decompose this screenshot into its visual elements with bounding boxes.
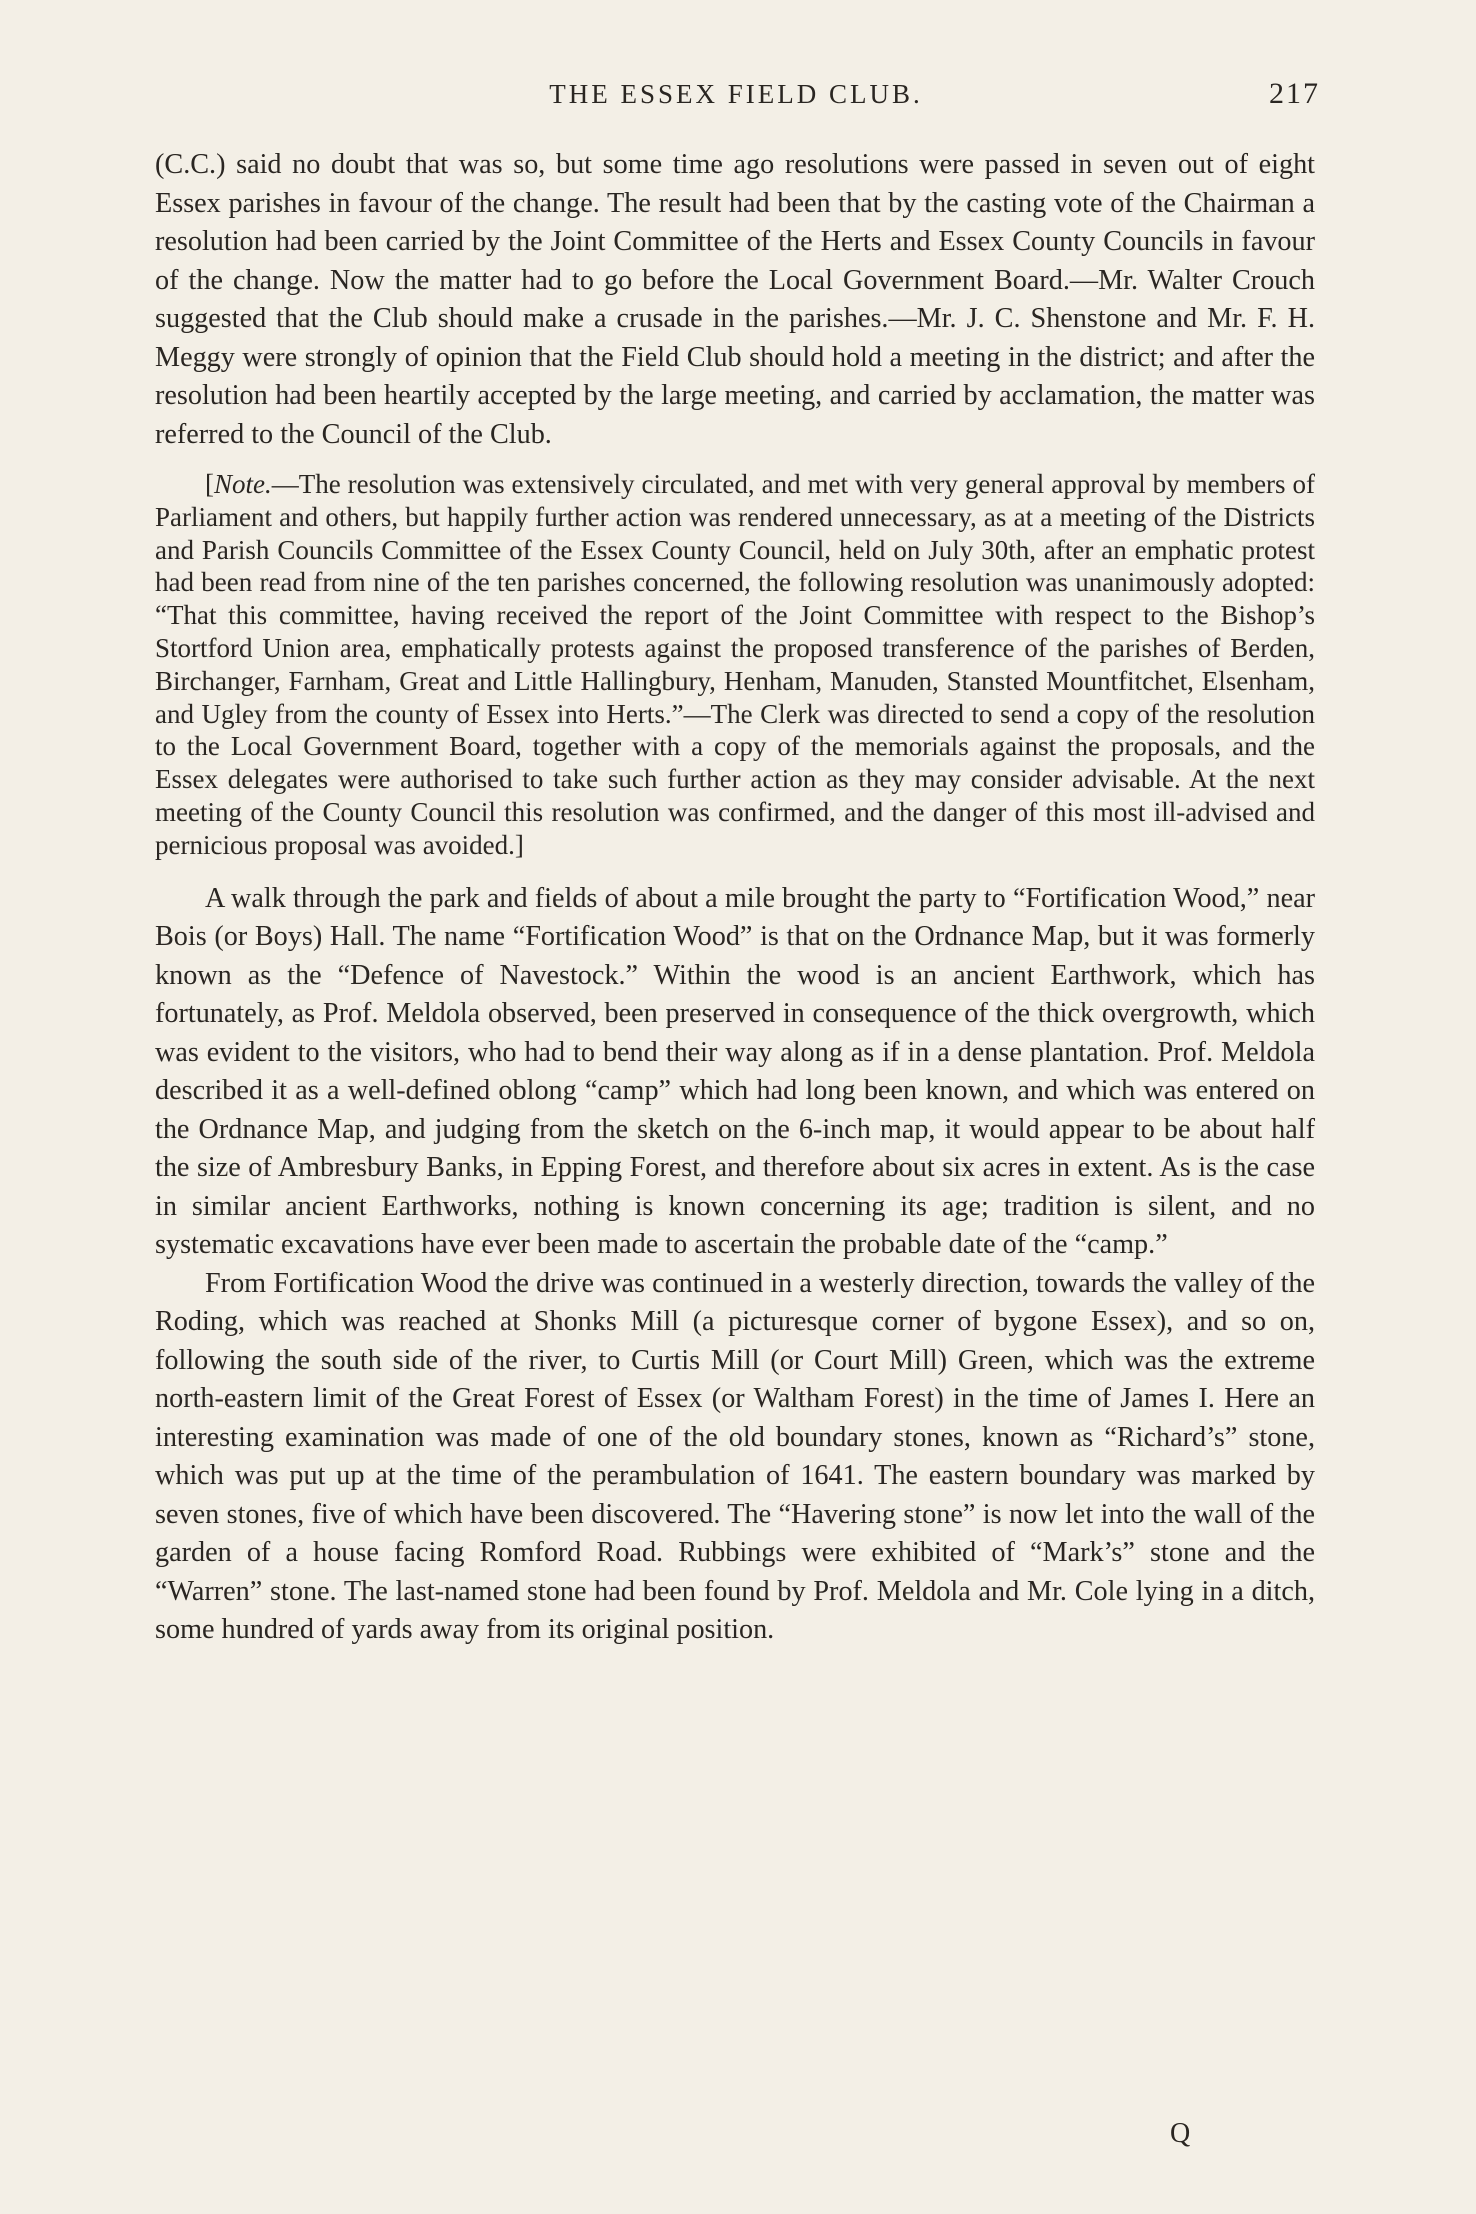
note-body: —The resolution was extensively circulated, and met with very general approval by members of Parliament and others, but happily further action was rendered unnecessary, as at a meeting of the Districts and Parish Councils Committee of the Essex County Council, held on July 30th, after an emphatic protest had been read from nine of the ten parishes concerned, the following resolution was unanimously adopted: “That this committee, having received the report of the Joint Committee with respect to the Bishop’s Stortford Union area, emphatically protests against the proposed transference of the parishes of Berden, Birchanger, Farnham, Great and Little Hallingbury, Henham, Manuden, Stansted Mountfitchet, Elsenham, and Ugley from the county of Essex into Herts.”—The Clerk was directed to send a copy of the resolution to the Local Government Board, together with a copy of the memorials against the proposals, and the Essex delegates were authorised to take such further action as they may consider advisable. At the next meeting of the County Council this resolution was confirmed, and the danger of this most ill-advised and pernicious proposal was avoided.] bbox=[155, 469, 1315, 860]
running-title: THE ESSEX FIELD CLUB. bbox=[549, 79, 923, 109]
paragraph-walk: A walk through the park and fields of about a mile brought the party to “Fortification Wood,” near Bois (or Boys) Hall. The name “Fortification Wood” is that on the Ordnance Map, but it was formerly known as the “Defence of Navestock.” Within the wood is an ancient Earthwork, which has fortunately, as Prof. Meldola observed, been preserved in consequence of the thick overgrowth, which was evident to the visitors, who had to bend their way along as if in a dense plantation. Prof. Meldola described it as a well-defined oblong “camp” which had long been known, and which was entered on the Ordnance Map, and judging from the sketch on the 6-inch map, it would appear to be about half the size of Ambresbury Banks, in Epping Forest, and therefore about six acres in extent. As is the case in similar ancient Earthworks, nothing is known concerning its age; tradition is silent, and no systematic excavations have ever been made to ascertain the probable date of the “camp.” bbox=[155, 882, 1315, 1261]
page-number: 217 bbox=[1269, 77, 1320, 110]
note-label: Note. bbox=[214, 469, 272, 499]
body-text bbox=[155, 146, 1315, 1650]
note-bracket: [ bbox=[205, 469, 214, 499]
running-header bbox=[152, 72, 1320, 116]
paragraph-continued: (C.C.) said no doubt that was so, but some time ago resolutions were passed in seven out of eight Essex parishes in favour of the change. The result had been that by the casting vote of the Chairman a resolution had been carried by the Joint Committee of the Herts and Essex County Councils in favour of the change. Now the matter had to go before the Local Government Board.—Mr. Walter Crouch suggested that the Club should make a crusade in the parishes.—Mr. J. C. Shenstone and Mr. F. H. Meggy were strongly of opinion that the Field Club should hold a meeting in the district; and after the resolution had been heartily accepted by the large meeting, and carried by acclamation, the matter was referred to the Council of the Club. bbox=[155, 149, 1315, 450]
paragraph-note bbox=[155, 468, 1315, 862]
signature-mark: Q bbox=[1170, 2118, 1191, 2149]
paragraph-drive: From Fortification Wood the drive was continued in a westerly direction, towards the valley of the Roding, which was reached at Shonks Mill (a picturesque corner of bygone Essex), and so on, following the south side of the river, to Curtis Mill (or Court Mill) Green, which was the extreme north-eastern limit of the Great Forest of Essex (or Waltham Forest) in the time of James I. Here an interesting examination was made of one of the old boundary stones, known as “Richard’s” stone, which was put up at the time of the perambulation of 1641. The eastern boundary was marked by seven stones, five of which have been discovered. The “Havering stone” is now let into the wall of the garden of a house facing Romford Road. Rubbings were exhibited of “Mark’s” stone and the “Warren” stone. The last-named stone had been found by Prof. Meldola and Mr. Cole lying in a ditch, some hundred of yards away from its original position. bbox=[155, 1267, 1315, 1646]
